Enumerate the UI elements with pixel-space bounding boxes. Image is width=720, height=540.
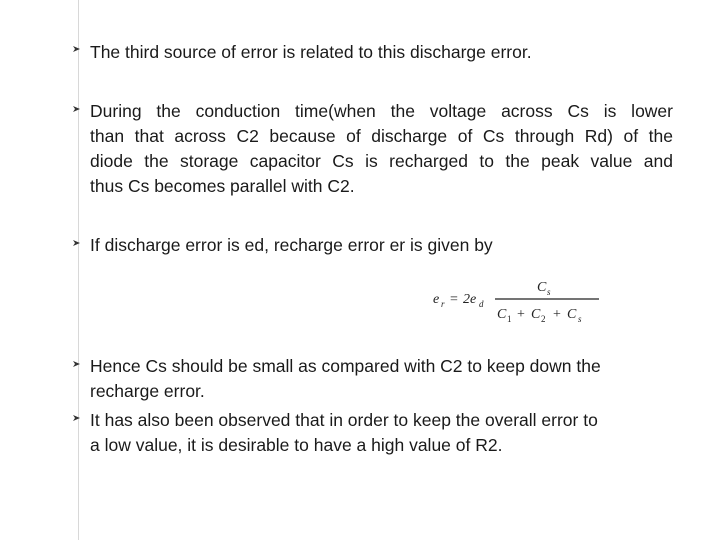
left-margin-rule — [78, 0, 79, 540]
formula-numerator-sub: s — [547, 287, 551, 297]
formula-denominator-cs: C — [567, 307, 577, 322]
formula-coefficient-sub: d — [479, 299, 484, 309]
formula-denominator-c1: C — [497, 307, 507, 322]
bullet-2-line-4: thus Cs becomes parallel with C2. — [90, 176, 355, 196]
formula-numerator: C — [537, 280, 547, 295]
bullet-marker-icon — [72, 413, 82, 423]
recharge-error-formula — [433, 276, 603, 326]
bullet-marker-icon — [72, 44, 82, 54]
formula-denominator-c2-sub: 2 — [541, 314, 546, 324]
bullet-item-2 — [90, 99, 673, 199]
formula-denominator-c1-sub: 1 — [507, 314, 512, 324]
bullet-marker-icon — [72, 104, 82, 114]
formula-lhs: e — [433, 292, 440, 307]
bullet-1-line-1: The third source of error is related to this discharge error. — [90, 42, 532, 62]
formula-lhs-sub: r — [441, 299, 445, 309]
bullet-5-line-1: It has also been observed that in order to keep the overall error to — [90, 410, 598, 430]
bullet-item-4 — [90, 354, 673, 404]
formula-denominator-plus-1: + — [517, 307, 525, 322]
bullet-2-line-3: diode the storage capacitor Cs is recharged to the peak value and — [90, 151, 673, 171]
bullet-5-line-2: a low value, it is desirable to have a high value of R2. — [90, 435, 503, 455]
formula-denominator-c2: C — [531, 307, 541, 322]
bullet-4-line-2: recharge error. — [90, 381, 205, 401]
bullet-marker-icon — [72, 359, 82, 369]
formula-coefficient: 2e — [463, 292, 477, 307]
bullet-4-line-1: Hence Cs should be small as compared with C2 to keep down the — [90, 356, 601, 376]
bullet-item-5 — [90, 408, 673, 458]
formula-denominator-plus-2: + — [553, 307, 561, 322]
formula-denominator-cs-sub: s — [578, 314, 582, 324]
bullet-2-line-2: than that across C2 because of discharge of Cs through Rd) of the — [90, 126, 673, 146]
bullet-item-3 — [90, 233, 673, 258]
bullet-3-line-1: If discharge error is ed, recharge error er is given by — [90, 235, 493, 255]
formula-equals: = — [450, 292, 458, 307]
bullet-marker-icon — [72, 238, 82, 248]
bullet-item-1 — [90, 40, 673, 65]
bullet-2-line-1: During the conduction time(when the voltage across Cs is lower — [90, 101, 673, 121]
